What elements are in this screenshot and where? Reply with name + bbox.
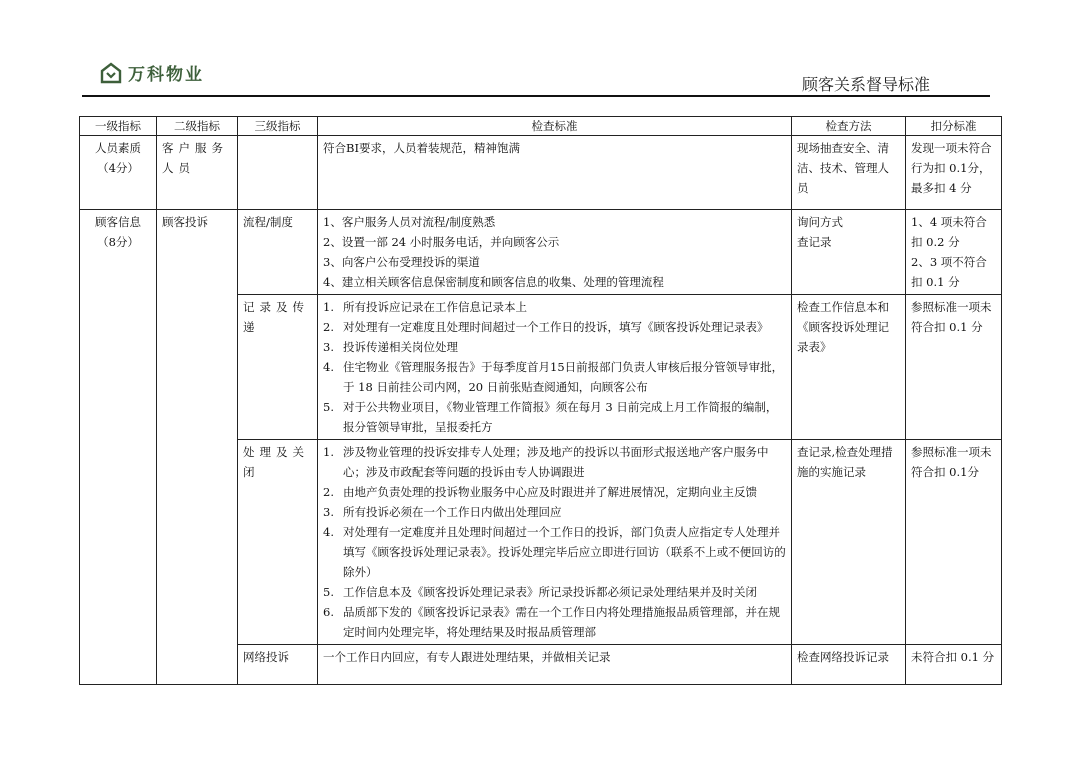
method-line: 询问方式 [797,215,843,229]
deduction-cell: 参照标准一项未符合扣 0.1 分 [906,295,1002,440]
list-item [323,502,786,522]
item-number: 5. [323,585,334,599]
inspection-standards-table [79,116,1002,685]
table-header-row [80,117,1002,136]
column-header: 二级指标 [157,117,238,136]
criteria-cell [318,210,792,295]
level3-cell: 处理及关闭 [238,440,318,645]
level3-cell [238,136,318,210]
criteria-cell: 符合BI要求，人员着装规范，精神饱满 [318,136,792,210]
item-text: 由地产负责处理的投诉物业服务中心应及时跟进并了解进展情况，定期向业主反馈 [343,485,757,499]
item-text: 对处理有一定难度并且处理时间超过一个工作日的投诉，部门负责人应指定专人处理并填写《顾客投诉处理记录表》。投诉处理完毕后应立即进行回访（联系不上或不便回访的除外） [343,525,786,579]
criteria-item: 1、客户服务人员对流程/制度熟悉 [323,215,496,229]
table-row [80,210,1002,295]
criteria-item: 2、设置一部 24 小时服务电话，并向顾客公示 [323,235,560,249]
list-item [323,522,786,582]
method-cell: 现场抽查安全、清洁、技术、管理人员 [792,136,906,210]
level2-name-line1: 客户服务 [162,141,228,155]
item-text: 涉及物业管理的投诉安排专人处理；涉及地产的投诉以书面形式报送地产客户服务中心；涉及市政配套等问题的投诉由专人协调跟进 [343,445,769,479]
list-item [323,397,786,437]
item-text: 投诉传递相关岗位处理 [343,340,458,354]
column-header: 三级指标 [238,117,318,136]
level1-name: 人员素质 [95,141,141,155]
level3-cell: 网络投诉 [238,645,318,685]
deduction-line: 2、3 项不符合扣 0.1 分 [911,255,987,289]
header-divider [82,95,990,97]
column-header: 检查标准 [318,117,792,136]
level2-cell [157,136,238,210]
page-header [0,0,1080,100]
level1-name: 顾客信息 [95,215,141,229]
criteria-cell: 一个工作日内回应，有专人跟进处理结果，并做相关记录 [318,645,792,685]
item-number: 2. [323,320,334,334]
column-header: 一级指标 [80,117,157,136]
method-cell: 检查网络投诉记录 [792,645,906,685]
deduction-cell: 发现一项未符合行为扣 0.1分，最多扣 4 分 [906,136,1002,210]
item-number: 6. [323,605,334,619]
list-item [323,317,786,337]
level3-cell: 记录及传递 [238,295,318,440]
deduction-cell: 未符合扣 0.1 分 [906,645,1002,685]
deduction-line: 1、4 项未符合扣 0.2 分 [911,215,987,249]
level1-score: （4分） [97,161,139,175]
list-item [323,297,786,317]
criteria-list [323,297,786,437]
method-line: 查记录 [797,235,832,249]
level2-cell: 顾客投诉 [157,210,238,685]
level1-score: （8分） [97,235,139,249]
criteria-cell [318,295,792,440]
criteria-item: 4、建立相关顾客信息保密制度和顾客信息的收集、处理的管理流程 [323,275,664,289]
item-number: 5. [323,400,334,414]
item-number: 3. [323,340,334,354]
house-logo-icon [100,62,122,84]
column-header: 扣分标准 [906,117,1002,136]
item-number: 4. [323,525,334,539]
criteria-item: 3、向客户公布受理投诉的渠道 [323,255,480,269]
item-text: 所有投诉必须在一个工作日内做出处理回应 [343,505,562,519]
brand-name: 万科物业 [128,65,204,85]
level1-cell [80,136,157,210]
deduction-cell: 参照标准一项未符合扣 0.1分 [906,440,1002,645]
level3-cell: 流程/制度 [238,210,318,295]
criteria-list [323,442,786,642]
item-number: 3. [323,505,334,519]
method-cell: 检查工作信息本和《顾客投诉处理记录表》 [792,295,906,440]
method-cell: 查记录,检查处理措施的实施记录 [792,440,906,645]
list-item [323,482,786,502]
criteria-cell [318,440,792,645]
item-number: 2. [323,485,334,499]
brand-logo [100,60,204,85]
item-text: 工作信息本及《顾客投诉处理记录表》所记录投诉都必须记录处理结果并及时关闭 [343,585,757,599]
item-number: 1. [323,300,334,314]
item-text: 对处理有一定难度且处理时间超过一个工作日的投诉，填写《顾客投诉处理记录表》 [343,320,769,334]
list-item [323,337,786,357]
list-item [323,357,786,397]
item-text: 住宅物业《管理服务报告》于每季度首月15日前报部门负责人审核后报分管领导审批，于 18 日前挂公司内网，20 日前张贴查阅通知，向顾客公布 [343,360,784,394]
item-number: 4. [323,360,334,374]
list-item [323,582,786,602]
method-cell [792,210,906,295]
item-text: 所有投诉应记录在工作信息记录本上 [343,300,527,314]
table-row [80,136,1002,210]
list-item [323,442,786,482]
item-number: 1. [323,445,334,459]
column-header: 检查方法 [792,117,906,136]
list-item [323,602,786,642]
deduction-cell [906,210,1002,295]
item-text: 品质部下发的《顾客投诉记录表》需在一个工作日内将处理措施报品质管理部，并在规定时间内处理完毕，将处理结果及时报品质管理部 [343,605,780,639]
item-text: 对于公共物业项目，《物业管理工作简报》须在每月 3 日前完成上月工作简报的编制，报分管领导审批，呈报委托方 [343,400,778,434]
level1-cell [80,210,157,685]
level2-name-line2: 人员 [162,161,195,175]
document-title: 顾客关系督导标准 [801,75,930,94]
